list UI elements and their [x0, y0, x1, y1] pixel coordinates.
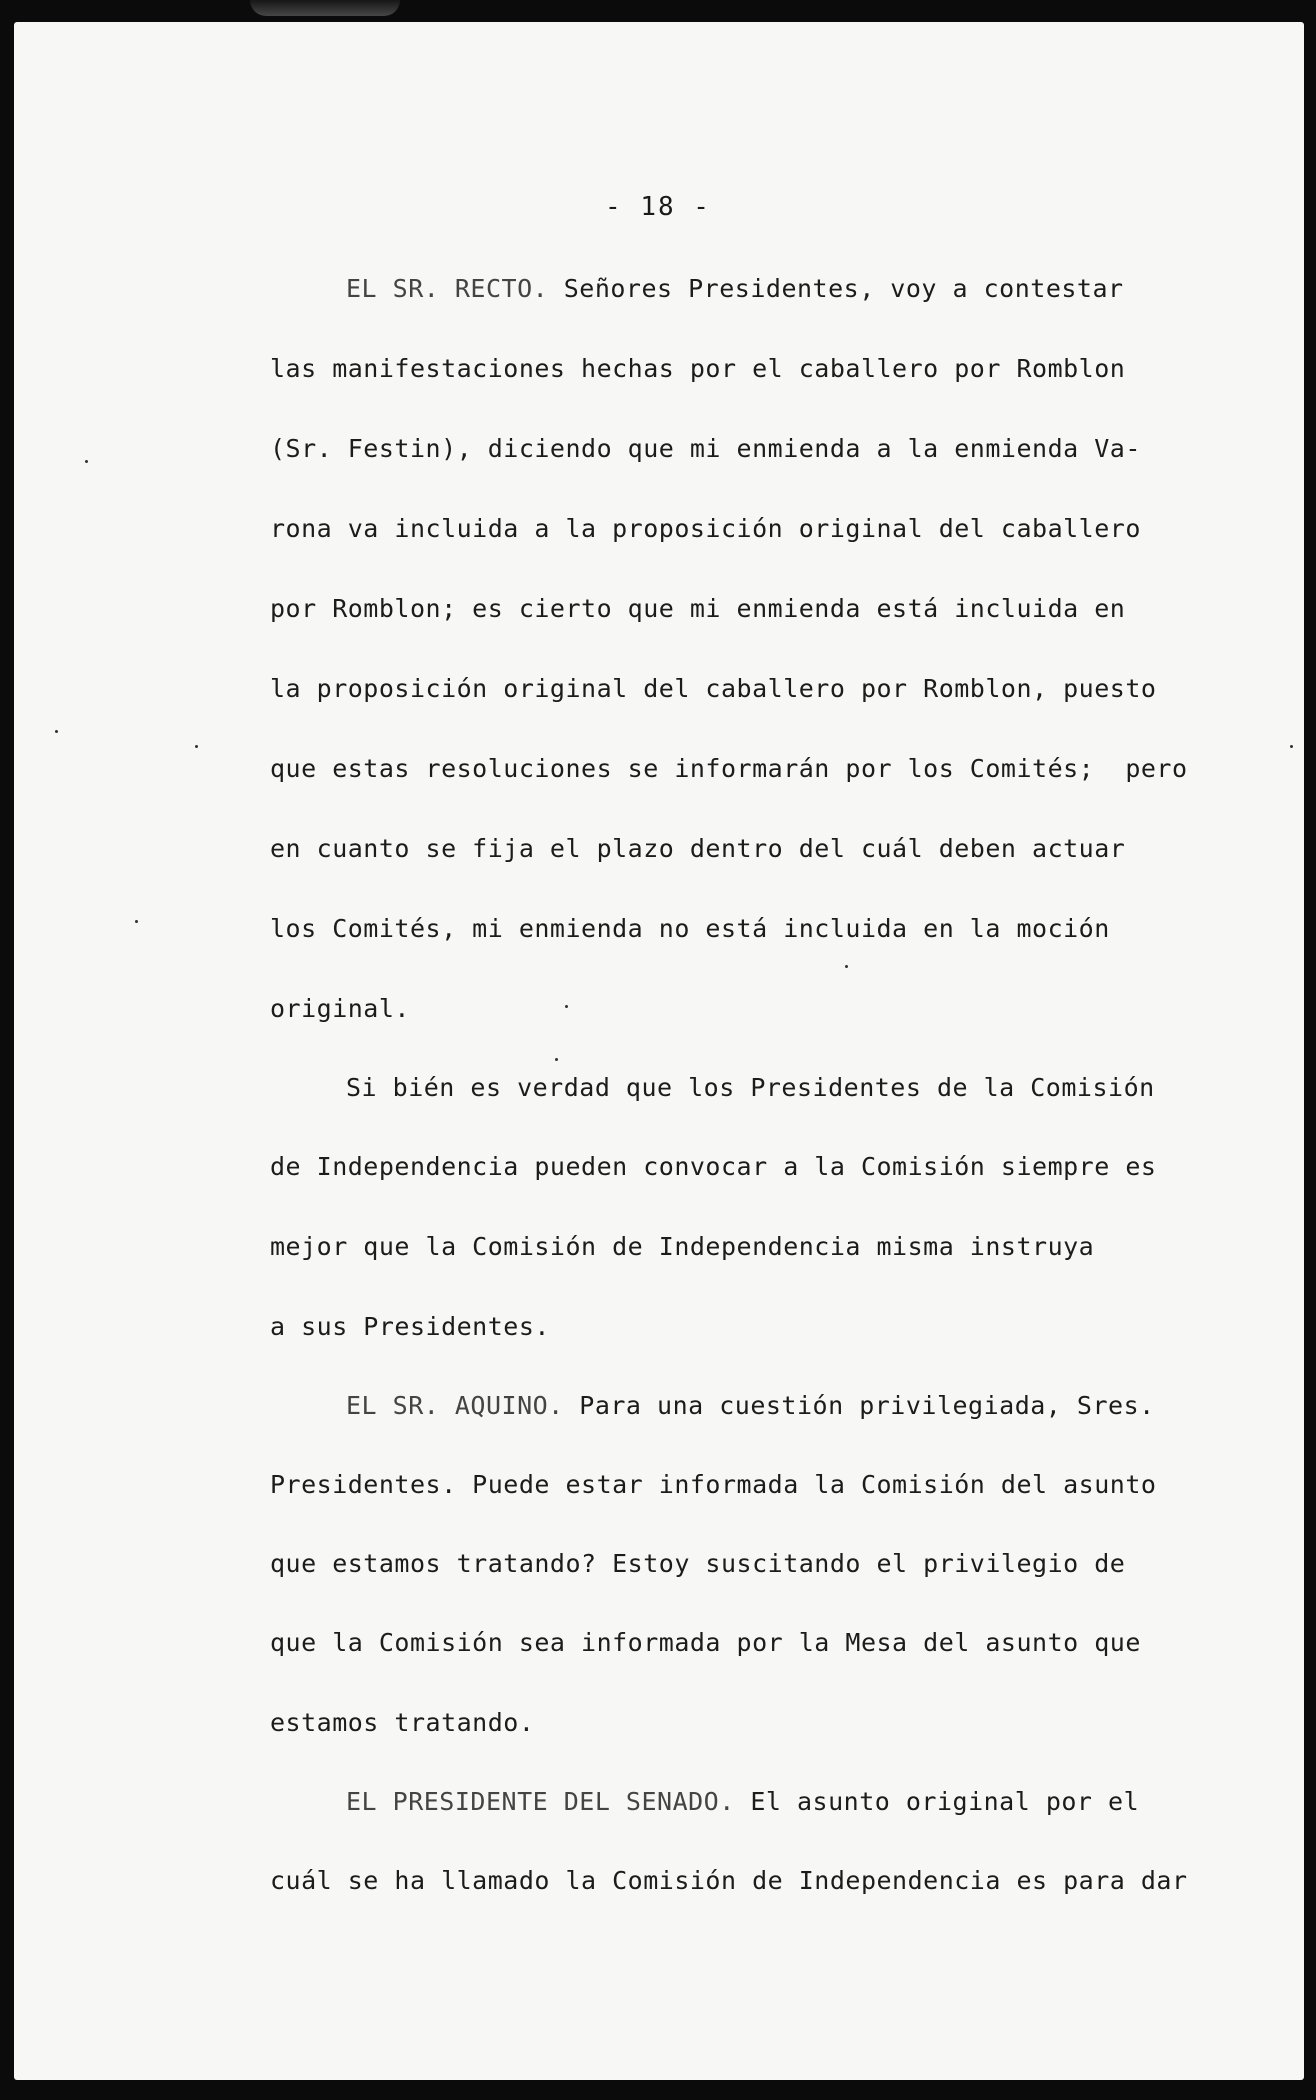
- scan-speck: [55, 730, 58, 733]
- paragraph-line: cuál se ha llamado la Comisión de Independencia es para dar: [270, 1866, 1188, 1895]
- speaker-label: EL SR. RECTO.: [346, 274, 549, 303]
- paragraph-line: las manifestaciones hechas por el caballero por Romblon: [270, 354, 1126, 383]
- paragraph-line: que estas resoluciones se informarán por los Comités; pero: [270, 754, 1188, 783]
- scan-speck: [135, 920, 138, 923]
- paragraph-line: de Independencia pueden convocar a la Comisión siempre es: [270, 1152, 1157, 1181]
- paragraph-line: mejor que la Comisión de Independencia misma instruya: [270, 1232, 1095, 1261]
- paragraph-line: en cuanto se fija el plazo dentro del cuál deben actuar: [270, 834, 1126, 863]
- paragraph-line: por Romblon; es cierto que mi enmienda está incluida en: [270, 594, 1126, 623]
- line-text: Para una cuestión privilegiada, Sres.: [563, 1391, 1155, 1420]
- speaker-label: EL SR. AQUINO.: [346, 1391, 564, 1420]
- scan-speck: [85, 460, 88, 463]
- scan-speck: [195, 745, 198, 748]
- tape-mark: [250, 0, 400, 16]
- paragraph-line: que estamos tratando? Estoy suscitando el privilegio de: [270, 1549, 1126, 1578]
- paragraph-line: estamos tratando.: [270, 1708, 535, 1737]
- scan-speck: [1290, 745, 1293, 748]
- line-text: Señores Presidentes, voy a contestar: [548, 274, 1124, 303]
- paragraph-line: [346, 1787, 1139, 1817]
- paragraph-line: Presidentes. Puede estar informada la Comisión del asunto: [270, 1470, 1157, 1499]
- paragraph-line: la proposición original del caballero por Romblon, puesto: [270, 674, 1157, 703]
- paragraph-line: a sus Presidentes.: [270, 1312, 550, 1341]
- paragraph-line: los Comités, mi enmienda no está incluida en la moción: [270, 914, 1110, 943]
- paragraph-line: [346, 274, 1124, 304]
- scan-speck: [555, 1058, 558, 1061]
- paragraph-line: rona va incluida a la proposición original del caballero: [270, 514, 1141, 543]
- document-page: [14, 22, 1304, 2080]
- paragraph-line: [346, 1391, 1155, 1421]
- scan-speck: [565, 1005, 568, 1008]
- paragraph-line: que la Comisión sea informada por la Mesa del asunto que: [270, 1628, 1141, 1657]
- page-number: - 18 -: [605, 192, 711, 222]
- paragraph-line: (Sr. Festin), diciendo que mi enmienda a la enmienda Va-: [270, 434, 1141, 463]
- line-text: El asunto original por el: [734, 1787, 1140, 1816]
- paragraph-line: original.: [270, 994, 410, 1023]
- speaker-label: EL PRESIDENTE DEL SENADO.: [346, 1787, 735, 1816]
- paragraph-line: Si bién es verdad que los Presidentes de la Comisión: [346, 1073, 1155, 1102]
- scan-speck: [845, 965, 848, 968]
